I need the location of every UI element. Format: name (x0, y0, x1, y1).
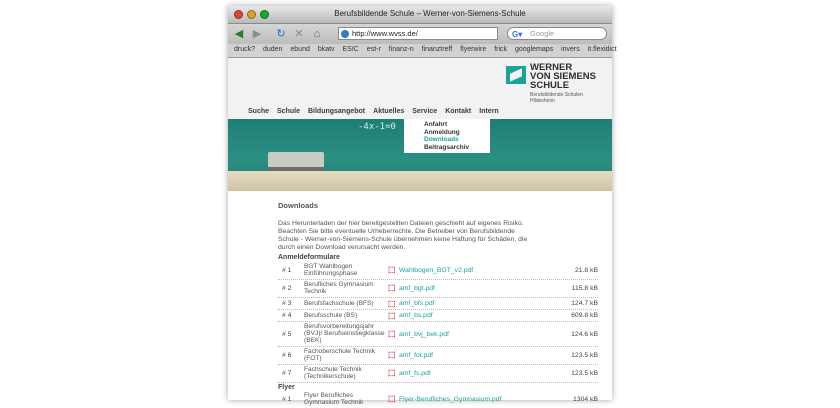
menu-item-beitragsarchiv[interactable]: Beitragsarchiv (424, 143, 470, 151)
pdf-icon: ⬚ (388, 368, 396, 377)
file-link[interactable]: amf_fot.pdf (399, 352, 434, 359)
file-size: 124.6 kB (571, 331, 598, 338)
nav-item-kontakt[interactable]: Kontakt (445, 108, 472, 115)
bookmark-item[interactable]: it.flexidict (587, 46, 617, 53)
file-link[interactable]: amf_bgt.pdf (399, 285, 435, 292)
web-page (228, 58, 612, 406)
file-size: 115.8 kB (571, 285, 598, 292)
nav-item-aktuelles[interactable]: Aktuelles (373, 108, 405, 115)
file-size: 1304 kB (573, 396, 598, 403)
nav-item-service[interactable]: Service (412, 108, 438, 115)
bookmark-item[interactable]: finanz-n (388, 46, 414, 53)
main-nav (248, 106, 499, 120)
url-field[interactable] (338, 27, 498, 40)
browser-window (228, 6, 617, 406)
row-number: # 2 (282, 285, 292, 292)
file-link[interactable]: Flyer-Berufliches_Gymnasium.pdf (399, 396, 502, 403)
row-number: # 4 (282, 312, 292, 319)
table-row (278, 299, 598, 310)
back-arrow-icon[interactable]: ◀ (234, 28, 244, 40)
nav-item-suche[interactable]: Suche (248, 108, 270, 115)
menu-item-anfahrt[interactable]: Anfahrt (424, 121, 448, 128)
row-number: # 3 (282, 300, 292, 307)
file-size: 124.7 kB (571, 300, 598, 307)
table-row (278, 323, 598, 347)
file-size: 123.5 kB (571, 352, 598, 359)
file-size: 123.5 kB (571, 370, 598, 377)
window-title: Berufsbildende Schule – Werner-von-Siemens-Schule (334, 9, 526, 18)
bookmark-item[interactable]: flyerwire (460, 46, 487, 53)
site-header (228, 58, 612, 406)
url-text: http://www.wvss.de/ (352, 29, 418, 38)
pdf-icon: ⬚ (388, 394, 396, 403)
row-number: # 6 (282, 352, 292, 359)
row-name: Fachoberschule Technik (FOT) (304, 348, 375, 362)
school-logo[interactable] (506, 63, 606, 103)
logo-mark-icon (506, 66, 526, 84)
eraser-image (268, 152, 324, 168)
pdf-icon: ⬚ (388, 265, 396, 274)
search-placeholder: Google (530, 29, 555, 38)
zoom-window-button[interactable] (260, 10, 269, 19)
table-row (278, 281, 598, 298)
bookmark-item[interactable]: est-r (366, 46, 381, 53)
pdf-icon: ⬚ (388, 311, 396, 320)
pdf-icon: ⬚ (388, 329, 396, 338)
file-size: 21.8 kB (574, 267, 598, 274)
table-row (278, 348, 598, 365)
row-number: # 1 (282, 267, 292, 274)
reload-icon[interactable]: ↻ (276, 28, 286, 40)
home-icon[interactable]: ⌂ (313, 28, 321, 40)
close-window-button[interactable] (234, 10, 243, 19)
row-name: Berufsvorbereitungsjahr (BVJ)/ Berufseinstiegklasse (BEK) (304, 323, 385, 344)
file-link[interactable]: amf_fs.pdf (399, 370, 431, 377)
menu-item-downloads[interactable]: Downloads (424, 136, 459, 143)
page-title: Downloads (278, 201, 319, 210)
bookmark-item[interactable]: bkatv (317, 46, 335, 53)
section-title: Flyer (278, 384, 295, 391)
nav-item-bildungsangebot[interactable]: Bildungsangebot (307, 108, 366, 115)
window-controls (234, 10, 269, 19)
bookmark-item[interactable]: invers (561, 46, 580, 53)
table-row (278, 263, 598, 280)
nav-item-schule[interactable]: Schule (277, 106, 300, 120)
bookmark-item[interactable]: ebund (290, 46, 310, 53)
downloads-content (228, 191, 612, 406)
forward-arrow-icon[interactable]: ▶ (252, 28, 262, 40)
file-link[interactable]: amf_bs.pdf (399, 312, 433, 319)
pdf-icon: ⬚ (388, 350, 396, 359)
row-name: Berufsfachschule (BFS) (304, 300, 374, 307)
nav-item-intern[interactable]: Intern (479, 108, 499, 115)
row-name: Fachschule Technik (Technikerschule) (304, 366, 362, 380)
row-number: # 1 (282, 396, 292, 403)
row-name: Berufliches Gymnasium Technik (304, 281, 374, 295)
table-row (278, 311, 598, 322)
minimize-window-button[interactable] (247, 10, 256, 19)
section-title: Anmeldeformulare (278, 254, 340, 261)
bookmark-item[interactable]: druck? (234, 46, 256, 53)
title-bar (228, 6, 612, 24)
chalk-ledge (228, 171, 612, 191)
logo-subtitle: Berufsbildende Schulen Hildesheim (530, 92, 583, 104)
stop-icon[interactable]: ✕ (294, 28, 304, 40)
file-link[interactable]: Wahlbogen_BGT_v2.pdf (399, 267, 474, 274)
site-favicon-icon (341, 30, 349, 38)
bookmark-item[interactable]: duden (262, 46, 283, 53)
pdf-icon: ⬚ (388, 283, 396, 292)
service-dropdown-menu (404, 119, 490, 153)
search-field[interactable] (507, 27, 607, 40)
chalk-writing: -4x-1=0 (358, 122, 396, 132)
bookmarks-bar (228, 44, 617, 58)
row-number: # 7 (282, 370, 292, 377)
file-size: 609.8 kB (571, 312, 598, 319)
table-row (278, 366, 598, 383)
menu-item-anmeldung[interactable]: Anmeldung (424, 128, 460, 136)
pdf-icon: ⬚ (388, 299, 396, 308)
row-name: Berufsschule (BS) (304, 312, 358, 319)
browser-toolbar (228, 24, 612, 44)
google-search-icon: G▾ (512, 30, 523, 39)
intro-text: Das Herunterladen der hier bereitgestellten Dateien geschieht auf eigenes Risiko. Beachten Sie bitte eventuelle Urheberrechte. Die Betreiber von Berufsbildende Schule - Werner-von-Siemens-Schule übernehmen keine Haftung für Schäden, die durch einen Download verursacht werden. (278, 220, 528, 251)
row-name: BGT Wahlbogen Einführungsphase (304, 263, 358, 277)
bookmark-item[interactable]: finanztreff (421, 46, 453, 53)
bookmark-item[interactable]: ESIC (342, 46, 359, 53)
file-link[interactable]: amf_bvj_bek.pdf (399, 331, 449, 338)
row-name: Flyer Berufliches Gymnasium Technik (304, 392, 364, 406)
logo-text: WERNER VON SIEMENS SCHULE (530, 62, 596, 91)
file-link[interactable]: amf_bfs.pdf (399, 300, 435, 307)
table-row (278, 392, 598, 408)
bookmark-item[interactable]: googlemaps (515, 46, 554, 53)
row-number: # 5 (282, 331, 292, 338)
bookmark-item[interactable]: frick (494, 46, 508, 53)
